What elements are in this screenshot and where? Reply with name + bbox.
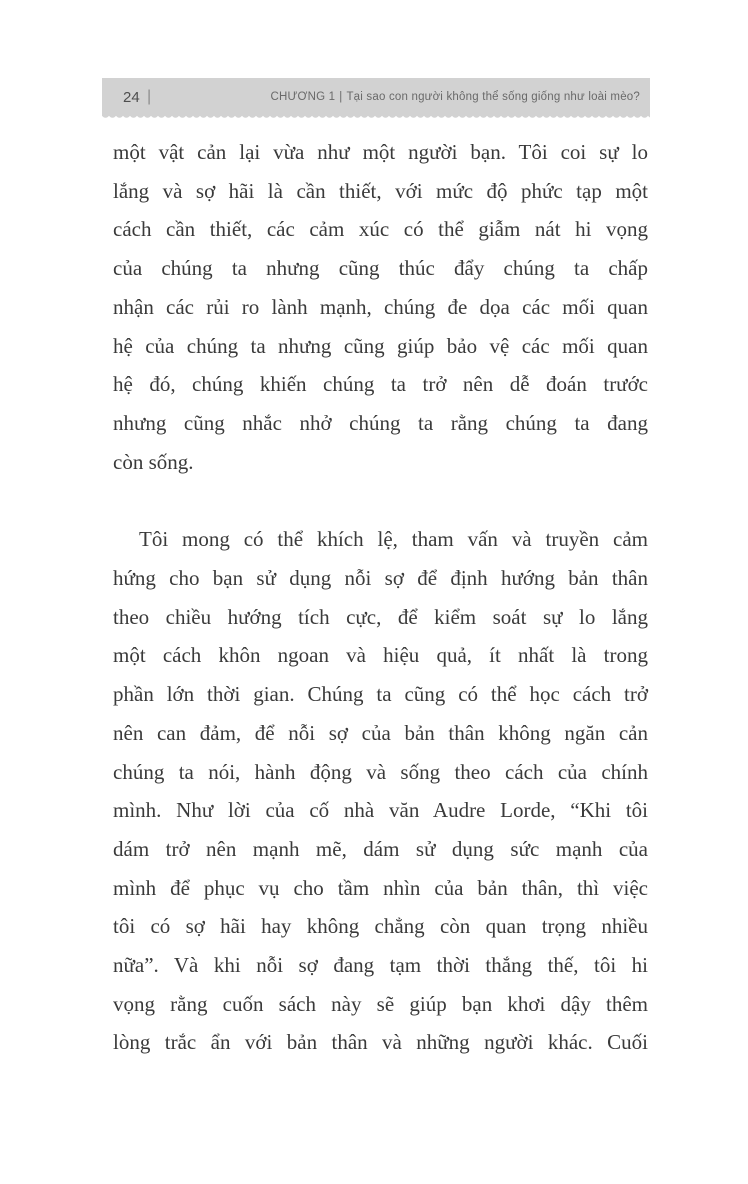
- text-line: lòng trắc ẩn với bản thân và những người khác. Cuối: [113, 1030, 648, 1055]
- text-line: dám trở nên mạnh mẽ, dám sử dụng sức mạnh của: [113, 836, 648, 861]
- text-line: còn sống.: [113, 449, 194, 474]
- chapter-divider: |: [339, 91, 343, 103]
- text-line: cách cần thiết, các cảm xúc có thể giẫm nát hi vọng: [113, 217, 648, 242]
- text-line: hệ đó, chúng khiến chúng ta trở nên dễ đoán trước: [113, 372, 648, 397]
- text-line: của chúng ta nhưng cũng thúc đẩy chúng ta chấp: [113, 256, 648, 281]
- text-line: tôi có sợ hãi hay không chẳng còn quan trọng nhiều: [113, 914, 648, 939]
- page-body-text: [113, 133, 648, 1062]
- paragraph: [113, 133, 648, 481]
- page-number: 24: [123, 88, 140, 106]
- chapter-label: CHƯƠNG 1: [270, 91, 336, 103]
- text-line: theo chiều hướng tích cực, để kiểm soát sự lo lắng: [113, 604, 648, 629]
- text-line: Tôi mong có thể khích lệ, tham vấn và truyền cảm: [139, 527, 648, 552]
- text-line: hệ của chúng ta nhưng cũng giúp bảo vệ các mối quan: [113, 333, 648, 358]
- text-line: phần lớn thời gian. Chúng ta cũng có thể học cách trở: [113, 682, 648, 707]
- text-line: mình. Như lời của cố nhà văn Audre Lorde, “Khi tôi: [113, 798, 648, 823]
- text-line: một vật cản lại vừa như một người bạn. Tôi coi sự lo: [113, 140, 648, 164]
- text-line: lắng và sợ hãi là cần thiết, với mức độ phức tạp một: [113, 178, 648, 203]
- chapter-title: Tại sao con người không thể sống giống như loài mèo?: [346, 91, 640, 103]
- text-line: hứng cho bạn sử dụng nỗi sợ để định hướng bản thân: [113, 566, 648, 591]
- text-line: nữa”. Và khi nỗi sợ đang tạm thời thắng thế, tôi hi: [113, 953, 648, 978]
- text-line: vọng rằng cuốn sách này sẽ giúp bạn khơi dậy thêm: [113, 991, 648, 1016]
- running-header: [102, 78, 650, 116]
- text-line: nhưng cũng nhắc nhở chúng ta rằng chúng ta đang: [113, 410, 648, 435]
- text-line: nên can đảm, để nỗi sợ của bản thân không ngăn cản: [113, 720, 648, 745]
- page-number-group: [123, 88, 151, 106]
- text-line: nhận các rủi ro lành mạnh, chúng đe dọa các mối quan: [113, 294, 648, 319]
- chapter-header: [271, 91, 640, 103]
- text-line: một cách khôn ngoan và hiệu quả, ít nhất là trong: [113, 643, 648, 668]
- text-line: chúng ta nói, hành động và sống theo cách của chính: [113, 759, 648, 784]
- text-line: mình để phục vụ cho tầm nhìn của bản thân, thì việc: [113, 875, 648, 900]
- page-number-separator: |: [147, 88, 151, 105]
- paragraph: [113, 520, 648, 1062]
